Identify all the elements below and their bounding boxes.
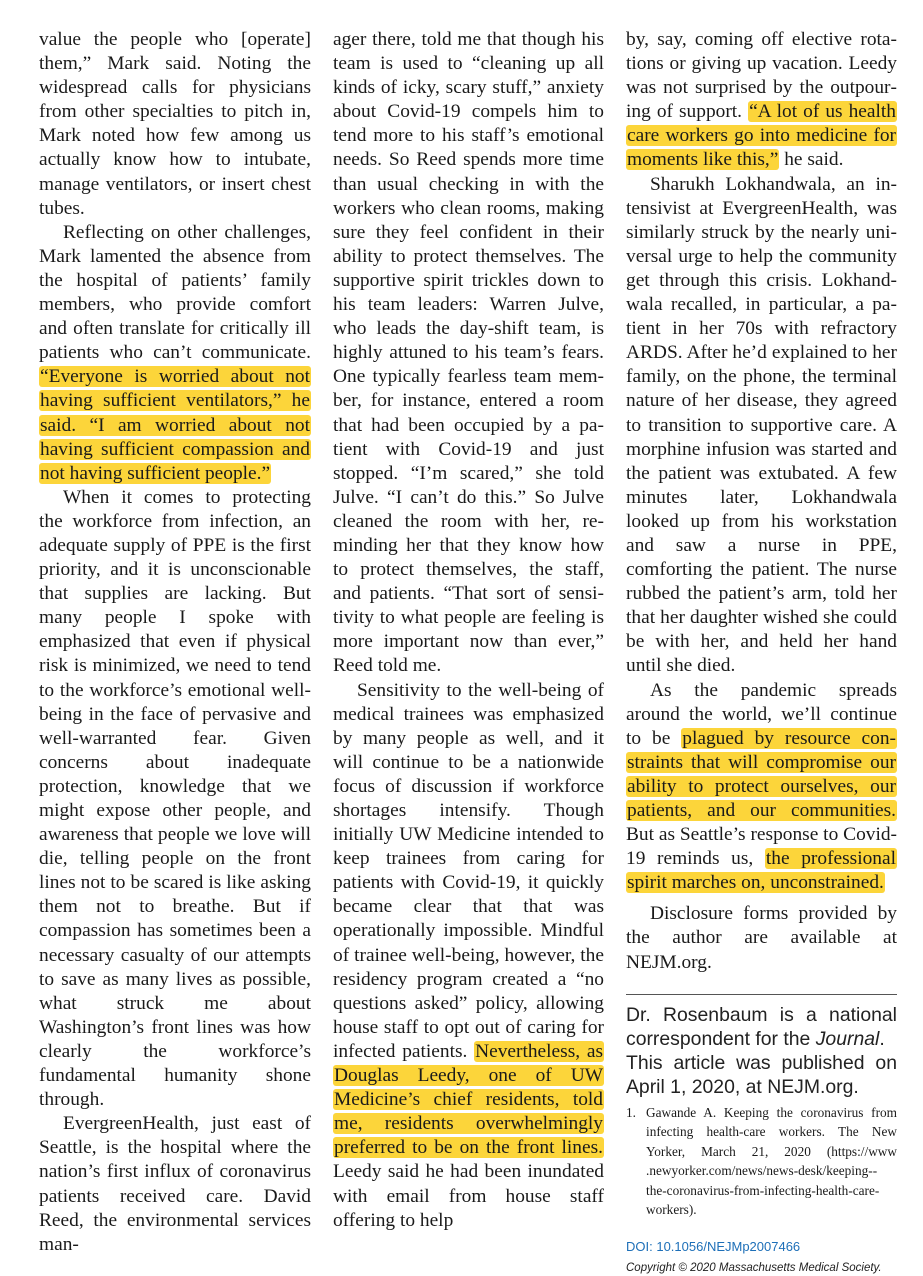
paragraph-1 [626,28,897,173]
paragraph-1-text: by, say, coming off elective rotations or giving up vacation. Leedy was not surprised by the outpouring of support. [626,29,897,123]
paragraph-2-text: Reflecting on other challenges, Mark lamented the absence from the hospital of patients’ family members, who provide comfort and often translate for critically ill patients who can’t communicate. [39,221,311,364]
doi-link[interactable]: DOI: 10.1056/NEJMp2007466 [626,1239,801,1255]
paragraph-1-text-end: he said. [779,149,844,171]
column-3 [626,28,897,1276]
highlighted-passage: plagued by resource constraints that will compromise our ability to protect ourselves, our patients, and our communities. [627,727,896,821]
author-note-end: . [879,1027,885,1050]
disclosure-note: Disclosure forms provided by the author are available at NEJM.org. [626,903,897,973]
paragraph-3: When it comes to protecting the workforce from infection, an adequate supply of PPE is the first priority, and it is unconscionable that supplies are lacking. But many people I spoke with emphasized that even if physical risk is minimized, we need to tend to the workforce’s emotional well-being in the face of pervasive and well-warranted fear. Given concerns about inadequate protection, knowledge that we might expose other people, and awareness that people we love will die, telling people on the front lines not to be scared is like asking them not to breathe. But if compassion has sometimes been a necessary casualty of our attempts to save as many lives as possible, what struck me about Washington’s front lines was how clearly the workforce’s fundamental humanity shone through. [39,486,311,1111]
paragraph-3-text-mid: But as Seattle’s response to Covid-19 reminds us, [626,824,897,870]
column-2 [333,28,604,1233]
author-note [626,1003,897,1051]
highlighted-quote: “Everyone is worried about not having sufficient ventilators,” he said. “I am worried about not having sufficient compassion and not having sufficient people.” [40,366,310,484]
reference-number: 1. [626,1105,636,1121]
paragraph-3-text: As the pandemic spreads around the world, we’ll continue to be [626,679,897,749]
highlighted-quote: Nevertheless, as Douglas Leedy, one of UW Medicine’s chief residents, told me, residents overwhelmingly preferred to be on the front lines. [334,1040,604,1159]
paragraph-1: ager there, told me that though his team is used to “cleaning up all kinds of icky, scary stuff,” anxiety about Covid-19 compels him to tend more to his staff’s emotional needs. So Reed spends more time than usual checking in with the workers who clean rooms, making sure they feel confident in their ability to protect themselves. The supportive spirit trickles down to his team leaders: Warren Julve, who leads the day-shift team, is highly attuned to his team’s fears. One typically fearless team member, for instance, entered a room that had been occupied by a patient with Covid-19 and just stopped. “I’m scared,” she told Julve. “I can’t do this.” So Julve cleaned the room with her, reminding her that they know how to protect themselves, the staff, and patients. “That sort of sensitivity to what people are feeling is more important now than ever,” Reed told me. [333,29,604,677]
column-1 [39,28,311,1257]
paragraph-2: Sharukh Lokhandwala, an intensivist at EvergreenHealth, was similarly struck by the nearly universal urge to help the community get through this crisis. Lokhandwala recalled, in particular, a patient in her 70s with refractory ARDS. After he’d explained to her family, on the phone, the terminal nature of her disease, they agreed to transition to supportive care. A morphine infusion was started and the patient was extubated. A few minutes later, Lokhandwala looked up from his workstation and saw a nurse in PPE, comforting the patient. The nurse rubbed the patient’s arm, told her that her daughter wished she could be with her, and held her hand until she died. [626,173,897,677]
paragraph-2 [333,679,604,1233]
paragraph-1: value the people who [operate] them,” Mark said. Noting the widespread calls for physicians from other specialties to pitch in, Mark noted how few among us actually know how to intubate, manage ventilators, or insert chest tubes. [39,29,311,219]
highlighted-passage-2: the professional spirit marches on, unconstrained. [627,848,896,894]
paragraph-3 [626,679,897,896]
divider [626,994,897,995]
reference-1 [626,1103,897,1219]
highlighted-quote: “A lot of us health care workers go into medicine for moments like this,” [627,101,896,171]
paragraph-2-text: Sensitivity to the well-being of medical trainees was emphasized by many people as well, and it will continue to be a nationwide focus of discussion if workforce shortages intensify. Though initially UW Medicine intended to keep trainees from caring for patients with Covid-19, it quickly became clear that that was operationally impossible. Mindful of trainee well-being, however, the residency program created a “no questions asked” policy, allowing house staff to opt out of caring for infected patients. [333,679,604,1062]
paragraph-2-text-end: Leedy said he had been inundated with email from house staff offering to help [333,1161,604,1231]
journal-name: Journal [815,1027,880,1050]
published-note: This article was published on April 1, 2020, at NEJM.org. [626,1051,897,1098]
author-note-text: Dr. Rosenbaum is a national correspondent for the [626,1003,897,1050]
paragraph-4: EvergreenHealth, just east of Seattle, is the hospital where the nation’s first influx of coronavirus patients received care. David Reed, the environmental services man- [39,1113,311,1255]
copyright: Copyright © 2020 Massachusetts Medical Society. [626,1262,882,1275]
reference-text: Gawande A. Keeping the coronavirus from infecting health-care workers. The New Yorker, March 21, 2020 (https://www​.newyorker.com/news/news-desk/keeping-​-the-coronavirus-from-infecting-health-care​-workers). [646,1105,897,1218]
paragraph-2 [39,221,311,486]
